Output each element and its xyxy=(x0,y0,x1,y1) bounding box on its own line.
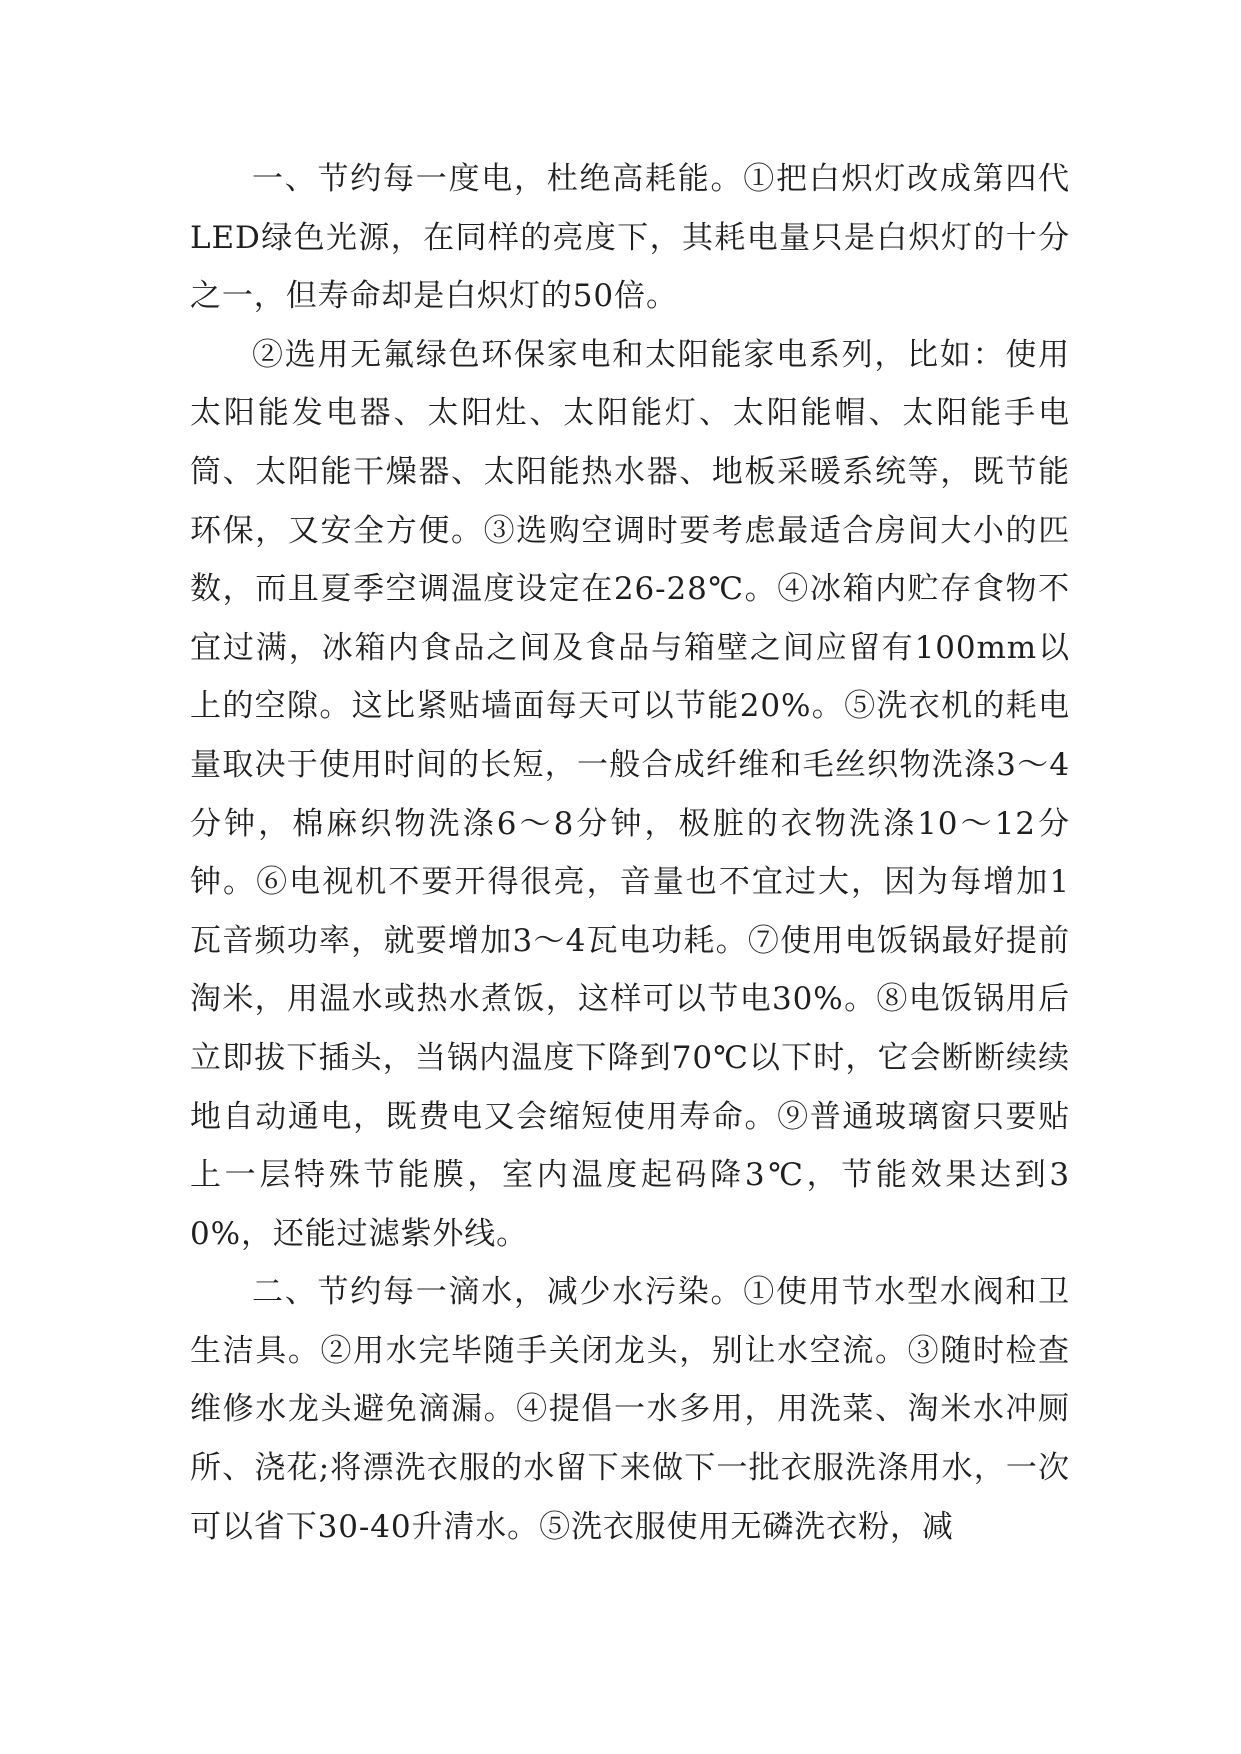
document-body xyxy=(190,150,1070,1556)
paragraph-electricity-intro: 一、节约每一度电，杜绝高耗能。①把白炽灯改成第四代LED绿色光源，在同样的亮度下，其耗电量只是白炽灯的十分之一，但寿命却是白炽灯的50倍。 xyxy=(190,161,1070,315)
paragraph-electricity-tips: ②选用无氟绿色环保家电和太阳能家电系列，比如：使用太阳能发电器、太阳灶、太阳能灯、太阳能帽、太阳能手电筒、太阳能干燥器、太阳能热水器、地板采暖系统等，既节能环保，又安全方便。③选购空调时要考虑最适合房间大小的匹数，而且夏季空调温度设定在26-28℃。④冰箱内贮存食物不宜过满，冰箱内食品之间及食品与箱壁之间应留有100mm以上的空隙。这比紧贴墙面每天可以节能20%。⑤洗衣机的耗电量取决于使用时间的长短，一般合成纤维和毛丝织物洗涤3～4分钟，棉麻织物洗涤6～8分钟，极脏的衣物洗涤10～12分钟。⑥电视机不要开得很亮，音量也不宜过大，因为每增加1瓦音频功率，就要增加3～4瓦电功耗。⑦使用电饭锅最好提前淘米，用温水或热水煮饭，这样可以节电30%。⑧电饭锅用后立即拔下插头，当锅内温度下降到70℃以下时，它会断断续续地自动通电，既费电又会缩短使用寿命。⑨普通玻璃窗只要贴上一层特殊节能膜，室内温度起码降3℃，节能效果达到30%，还能过滤紫外线。 xyxy=(190,336,1070,1252)
paragraph-water-saving: 二、节约每一滴水，减少水污染。①使用节水型水阀和卫生洁具。②用水完毕随手关闭龙头，别让水空流。③随时检查维修水龙头避免滴漏。④提倡一水多用，用洗菜、淘米水冲厕所、浇花;将漂洗衣服的水留下来做下一批衣服洗涤用水，一次可以省下30-40升清水。⑤洗衣服使用无磷洗衣粉，减 xyxy=(190,1274,1070,1545)
